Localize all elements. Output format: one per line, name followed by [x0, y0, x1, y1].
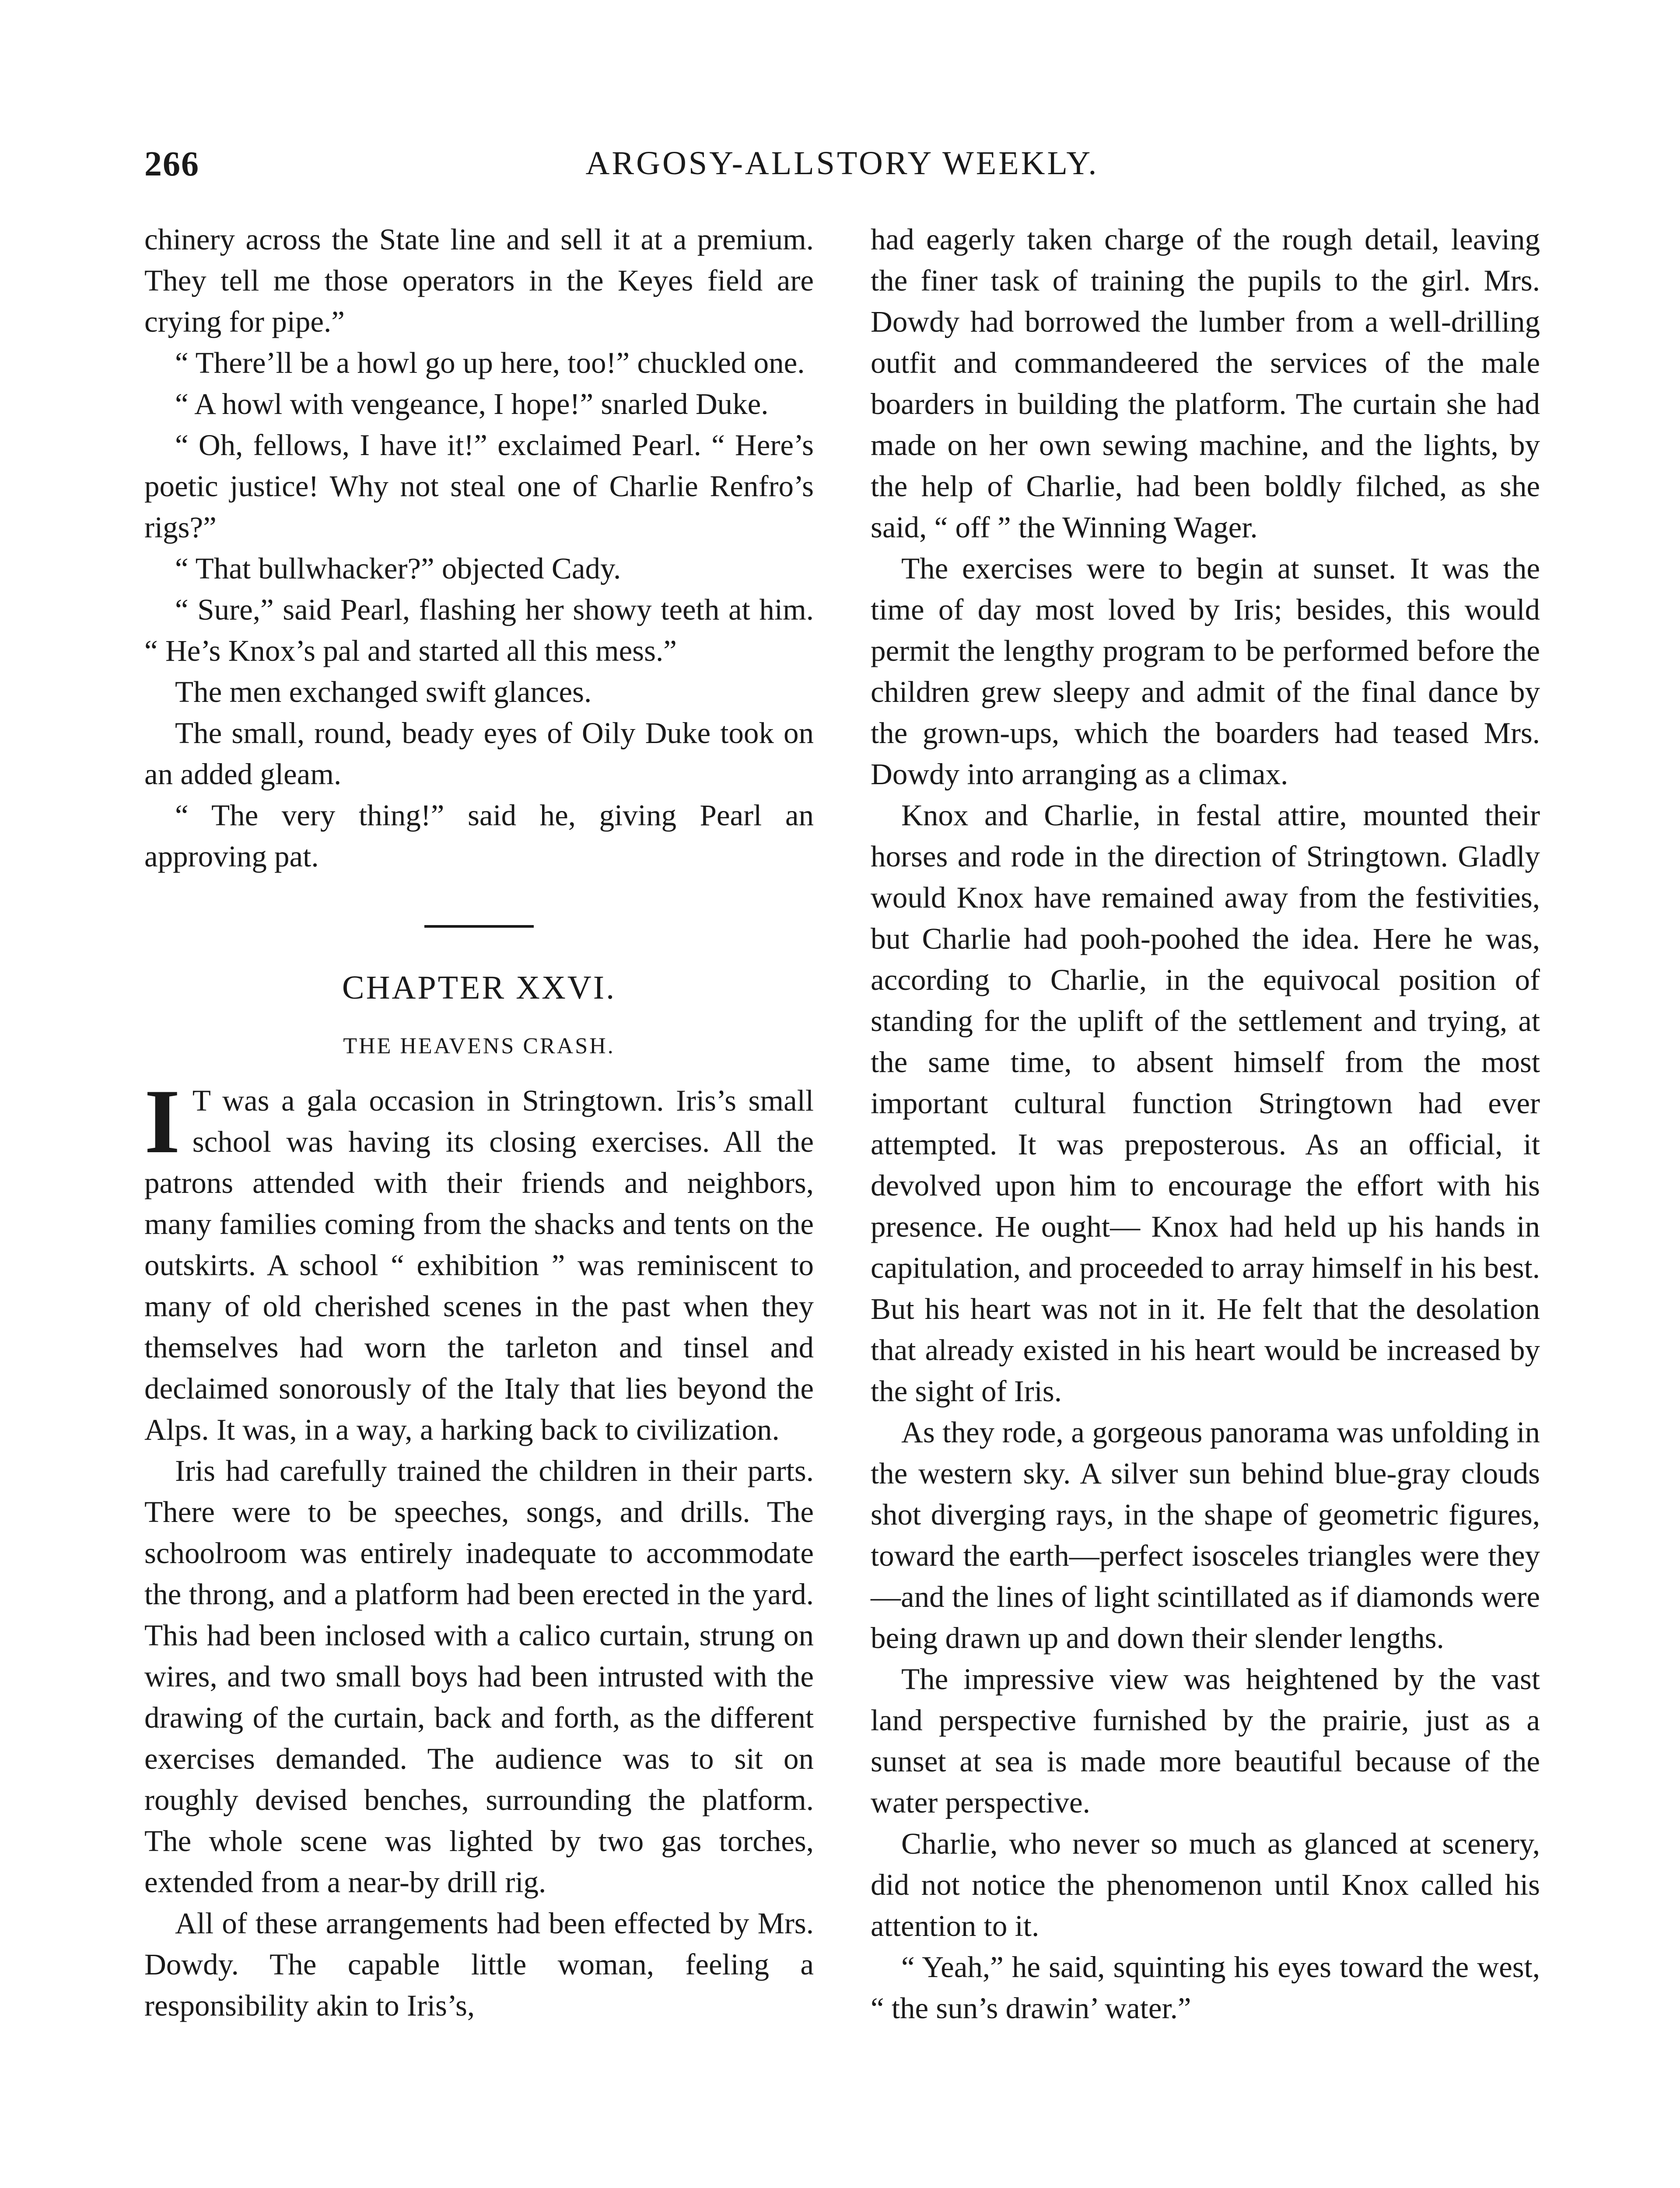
magazine-page: [144, 144, 1540, 2188]
paragraph: The impressive view was heightened by the vast land perspective furnished by the prairie, just as a sunset at sea is made more beautiful because of the water perspective.: [871, 1662, 1540, 1819]
paragraph: Charlie, who never so much as glanced at scenery, did not notice the phenomenon until Knox called his attention to it.: [871, 1827, 1540, 1943]
paragraph: “ A howl with vengeance, I hope!” snarled Duke.: [175, 387, 769, 421]
opening-paragraph-text: T was a gala occasion in Stringtown. Iris’s small school was having its closing exercises. All the patrons attended with their friends and neighbors, many families coming from the shacks and tents on the outskirts. A school “ exhibition ” was reminiscent to many of old cherished scenes in the past when they themselves had worn the tarleton and tinsel and declaimed sonorously of the Italy that lies beyond the Alps. It was, in a way, a harking back to civilization.: [144, 1084, 814, 1446]
paragraph: “ The very thing!” said he, giving Pearl an approving pat.: [144, 799, 814, 873]
running-title: ARGOSY-ALLSTORY WEEKLY.: [585, 145, 1099, 182]
paragraph: had eagerly taken charge of the rough detail, leaving the finer task of training the pupils to the girl. Mrs. Dowdy had borrowed the lumber from a well-drilling outfit and commandeered the services of the male boarders in building the platform. The curtain she had made on her own sewing machine, and the lights, by the help of Charlie, had been boldly filched, as she said, “ off ” the Winning Wager.: [871, 223, 1540, 544]
paragraph: Iris had carefully trained the children in their parts. There were to be speeches, songs, and drills. The schoolroom was entirely inadequate to accommodate the throng, and a platform had been erected in the yard. This had been inclosed with a calico curtain, strung on wires, and two small boys had been intrusted with the drawing of the curtain, back and forth, as the different exercises demanded. The audience was to sit on roughly devised benches, surrounding the platform. The whole scene was lighted by two gas torches, extended from a near-by drill rig.: [144, 1454, 814, 1899]
paragraph: “ Oh, fellows, I have it!” exclaimed Pearl. “ Here’s poetic justice! Why not steal one of Charlie Renfro’s rigs?”: [144, 428, 814, 544]
right-column: [871, 219, 1540, 2029]
chapter-subtitle: THE HEAVENS CRASH.: [343, 1034, 615, 1059]
paragraph: “ Sure,” said Pearl, flashing her showy teeth at him. “ He’s Knox’s pal and started all this mess.”: [144, 593, 814, 667]
text-columns: [144, 219, 1540, 2188]
paragraph: chinery across the State line and sell it at a premium. They tell me those operators in the Keyes field are crying for pipe.”: [144, 223, 814, 338]
opening-paragraph: [144, 1071, 814, 1450]
paragraph: As they rode, a gorgeous panorama was unfolding in the western sky. A silver sun behind blue-gray clouds shot diverging rays, in the shape of geometric figures, toward the earth—perfect isosceles triangles were they —and the lines of light scintillated as if diamonds were being drawn up and down their slender lengths.: [871, 1416, 1540, 1655]
paragraph: The exercises were to begin at sunset. It was the time of day most loved by Iris; besides, this would permit the lengthy program to be performed before the children grew sleepy and admit of the final dance by the grown-ups, which the boarders had teased Mrs. Dowdy into arranging as a climax.: [871, 552, 1540, 791]
paragraph: The small, round, beady eyes of Oily Duke took on an added gleam.: [144, 716, 814, 791]
drop-cap: I: [144, 1071, 180, 1172]
chapter-heading: CHAPTER XXVI.: [342, 969, 616, 1006]
paragraph: “ That bullwhacker?” objected Cady.: [175, 552, 621, 585]
left-column: [144, 219, 814, 2026]
section-divider: [424, 925, 534, 928]
page-number: 266: [144, 145, 200, 183]
paragraph: “ Yeah,” he said, squinting his eyes toward the west, “ the sun’s drawin’ water.”: [871, 1950, 1540, 2025]
paragraph: The men exchanged swift glances.: [175, 675, 592, 708]
paragraph: “ There’ll be a howl go up here, too!” chuckled one.: [175, 346, 805, 379]
page-header: [144, 144, 1540, 206]
paragraph: All of these arrangements had been effected by Mrs. Dowdy. The capable little woman, feeling a responsibility akin to Iris’s,: [144, 1907, 814, 2022]
paragraph: Knox and Charlie, in festal attire, mounted their horses and rode in the direction of Stringtown. Gladly would Knox have remained away from the festivities, but Charlie had pooh-poohed the idea. Here he was, according to Charlie, in the equivocal position of standing for the uplift of the settlement and trying, at the same time, to absent himself from the most important cultural function Stringtown had ever attempted. It was preposterous. As an official, it devolved upon him to encourage the effort with his presence. He ought— Knox had held up his hands in capitulation, and proceeded to array himself in his best. But his heart was not in it. He felt that the desolation that already existed in his heart would be increased by the sight of Iris.: [871, 799, 1540, 1408]
